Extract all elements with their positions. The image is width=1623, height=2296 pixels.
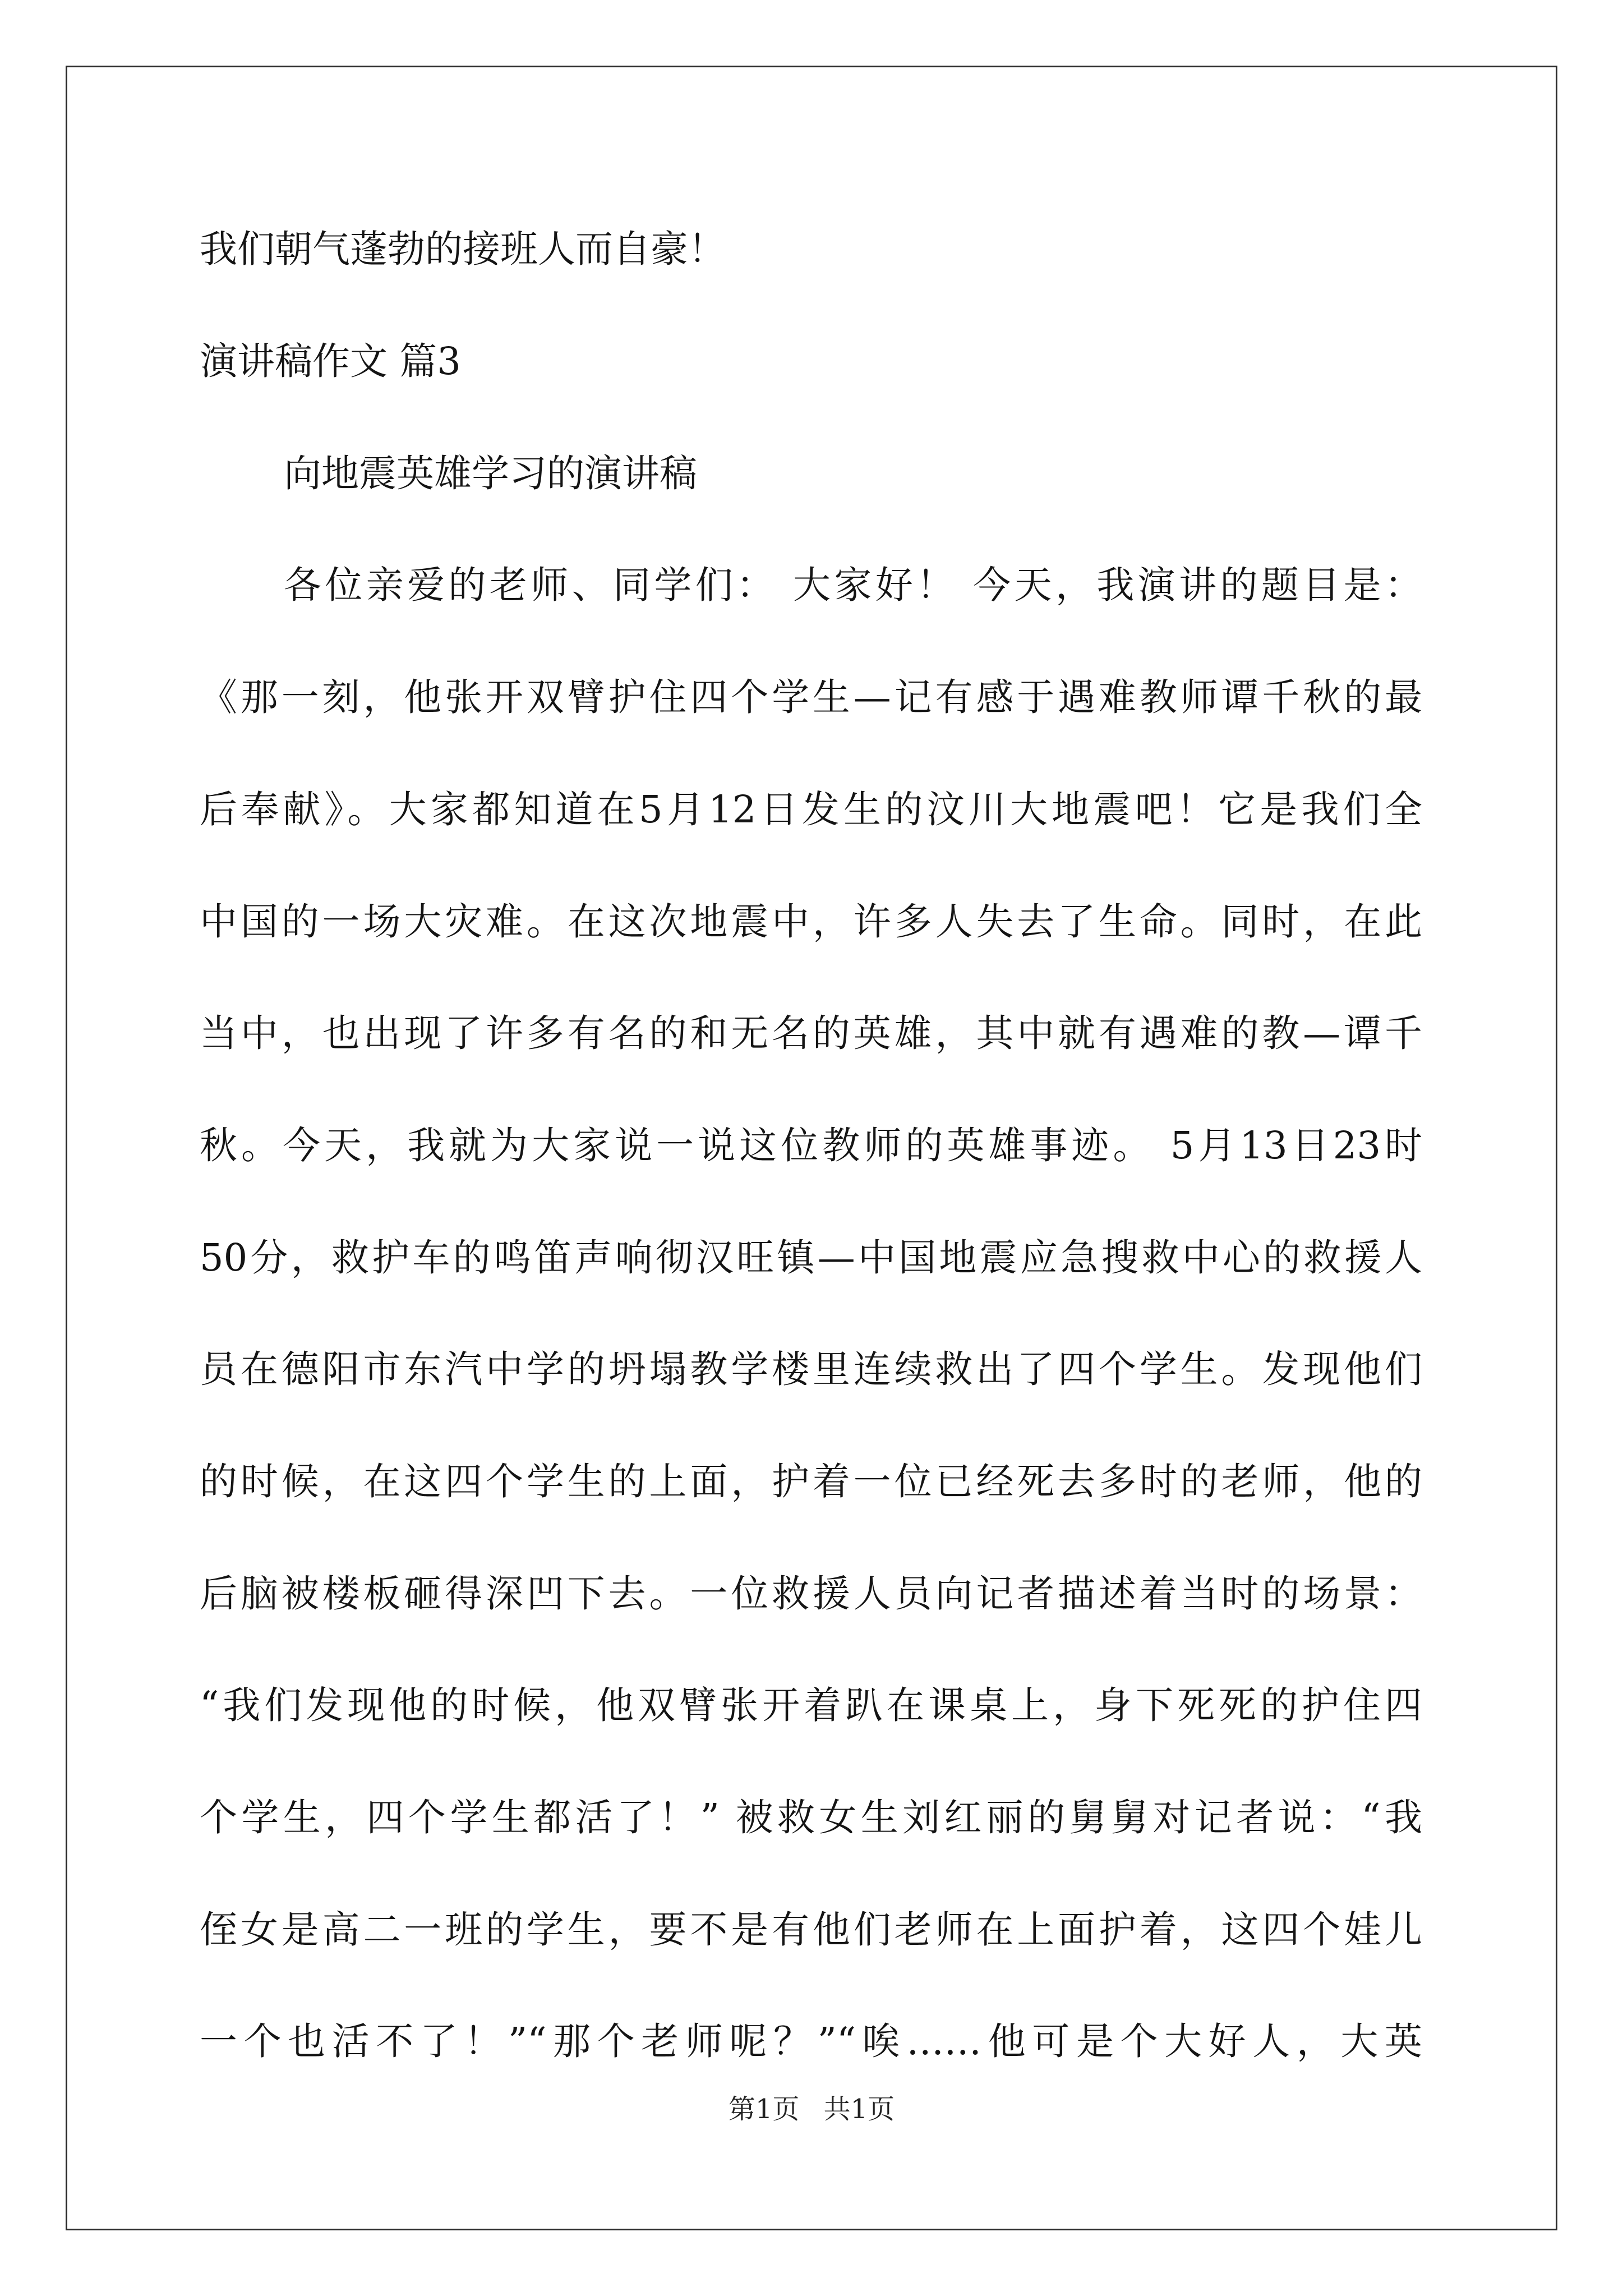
- body-line: 各位亲爱的老师、同学们： 大家好！ 今天，我演讲的题目是：: [284, 563, 1422, 607]
- page-number: 第1页: [728, 2093, 800, 2125]
- body-line: 50分，救护车的鸣笛声响彻汉旺镇—中国地震应急搜救中心的救援人: [200, 1236, 1422, 1280]
- page-footer: [0, 2092, 1623, 2126]
- body-line: 后脑被楼板砸得深凹下去。一位救援人员向记者描述着当时的场景：: [200, 1572, 1422, 1616]
- body-line: 当中，也出现了许多有名的和无名的英雄，其中就有遇难的教—谭千: [200, 1011, 1422, 1055]
- section-heading: 演讲稿作文 篇3: [200, 339, 461, 383]
- body-line: 一个也活不了！”“那个老师呢？”“唉……他可是个大好人，大英: [200, 2019, 1422, 2063]
- body-line: 中国的一场大灾难。在这次地震中，许多人失去了生命。同时，在此: [200, 900, 1422, 944]
- body-line: 《那一刻，他张开双臂护住四个学生—记有感于遇难教师谭千秋的最: [200, 675, 1422, 719]
- page-total: 共1页: [823, 2093, 895, 2125]
- body-line: 侄女是高二一班的学生，要不是有他们老师在上面护着，这四个娃儿: [200, 1908, 1422, 1952]
- body-line: 员在德阳市东汽中学的坍塌教学楼里连续救出了四个学生。发现他们: [200, 1347, 1422, 1391]
- speech-title: 向地震英雄学习的演讲稿: [284, 452, 697, 495]
- body-line: 秋。今天，我就为大家说一说这位教师的英雄事迹。 5月13日23时: [200, 1124, 1422, 1167]
- body-line: 后奉献》。大家都知道在5月12日发生的汶川大地震吧！它是我们全: [200, 788, 1422, 831]
- closing-line: 我们朝气蓬勃的接班人而自豪！: [200, 227, 726, 271]
- body-line: 的时候，在这四个学生的上面，护着一位已经死去多时的老师，他的: [200, 1460, 1422, 1503]
- body-line: 个学生，四个学生都活了！” 被救女生刘红丽的舅舅对记者说：“我: [200, 1796, 1422, 1839]
- body-line: “我们发现他的时候，他双臂张开着趴在课桌上，身下死死的护住四: [200, 1683, 1422, 1727]
